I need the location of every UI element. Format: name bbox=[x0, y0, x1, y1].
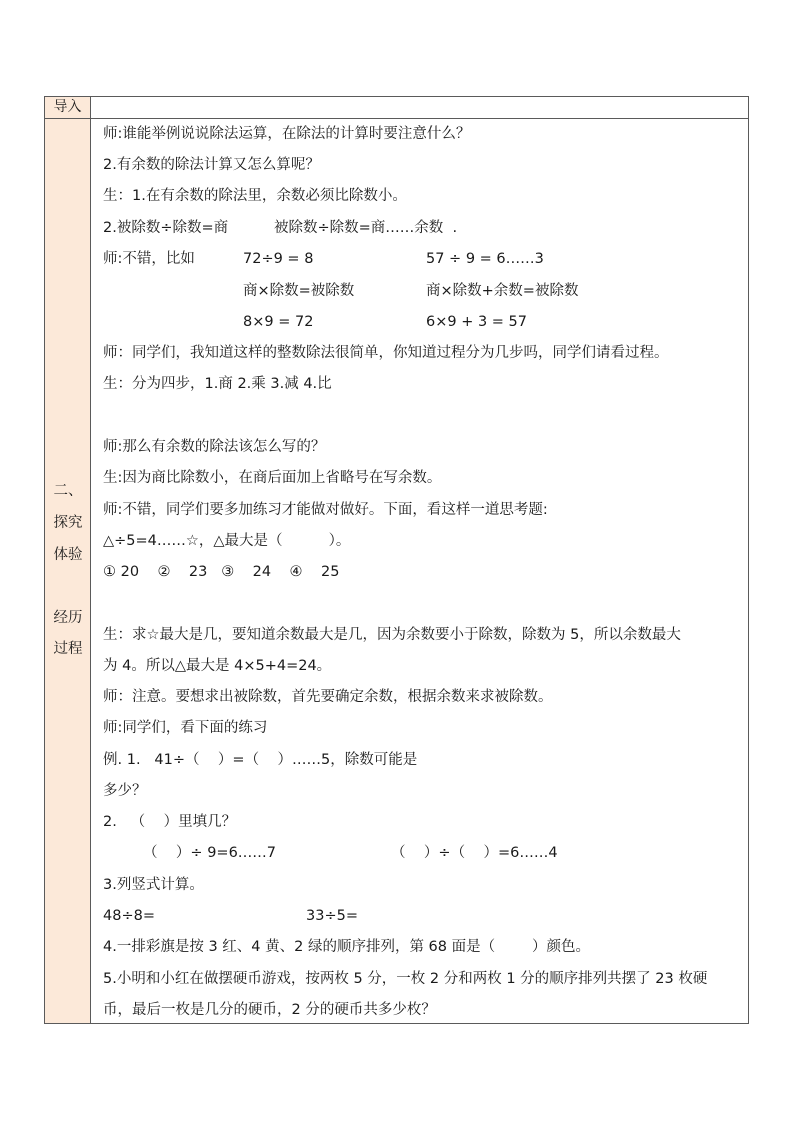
equation: 57 ÷ 9 = 6……3 bbox=[426, 251, 544, 267]
exercise-line: 5.小明和小红在做摆硬币游戏，按两枚 5 分，一枚 2 分和两枚 1 分的顺序排列共摆了 23 枚硬 bbox=[103, 971, 708, 987]
equation: 商×除数+余数=被除数 bbox=[426, 283, 579, 299]
section-label-experience: 体验 bbox=[53, 547, 83, 563]
text-line: 2.被除数÷除数=商 bbox=[103, 220, 229, 236]
lesson-table bbox=[44, 96, 749, 1024]
exercise-calc: 48÷8= bbox=[103, 908, 155, 924]
answer-options: ① 20 ② 23 ③ 24 ④ 25 bbox=[103, 564, 340, 580]
text-line: 生:因为商比除数小，在商后面加上省略号在写余数。 bbox=[103, 470, 442, 486]
exercise-blank: （ ）÷ 9=6……7 bbox=[143, 845, 277, 861]
text-line: 2.有余数的除法计算又怎么算呢？ bbox=[103, 157, 320, 173]
text-line: 被除数÷除数=商……余数 . bbox=[274, 220, 458, 236]
text-line: 师:不错，同学们要多加练习才能做对做好。下面，看这样一道思考题: bbox=[103, 502, 548, 518]
section-label-explore: 探究 bbox=[53, 515, 83, 531]
text-line: 师:不错，比如 bbox=[103, 251, 195, 267]
exercise-blank: （ ）÷（ ）=6……4 bbox=[391, 845, 558, 861]
equation: 6×9 + 3 = 57 bbox=[426, 314, 528, 330]
exercise-line: 多少？ bbox=[103, 783, 147, 799]
exercise-calc: 33÷5= bbox=[306, 908, 358, 924]
text-line: 为 4。所以△最大是 4×5+4=24。 bbox=[103, 658, 332, 674]
equation: 商×除数=被除数 bbox=[243, 283, 355, 299]
text-line: 生：1.在有余数的除法里，余数必须比除数小。 bbox=[103, 188, 407, 204]
section-label-process: 过程 bbox=[53, 641, 83, 657]
text-line: 生：求☆最大是几，要知道余数最大是几，因为余数要小于除数，除数为 5，所以余数最大 bbox=[103, 627, 681, 643]
text-line: 生：分为四步，1.商 2.乘 3.减 4.比 bbox=[103, 376, 332, 392]
exercise-line: 例. 1. 41÷（ ）=（ ）……5，除数可能是 bbox=[103, 752, 418, 768]
text-line: 师:谁能举例说说除法运算，在除法的计算时要注意什么？ bbox=[103, 126, 471, 142]
header-label: 导入 bbox=[45, 97, 91, 118]
text-line: 师：注意。要想求出被除数，首先要确定余数，根据余数来求被除数。 bbox=[103, 689, 553, 705]
section-label-number: 二、 bbox=[53, 483, 83, 499]
text-line: 师:同学们，看下面的练习 bbox=[103, 720, 268, 736]
equation: 72÷9 = 8 bbox=[243, 251, 314, 267]
exercise-line: 3.列竖式计算。 bbox=[103, 877, 204, 893]
text-line: 师：同学们，我知道这样的整数除法很简单，你知道过程分为几步吗，同学们请看过程。 bbox=[103, 345, 669, 361]
exercise-line: 币，最后一枚是几分的硬币，2 分的硬币共多少枚？ bbox=[103, 1002, 436, 1018]
question-line: △÷5=4……☆，△最大是（ ）。 bbox=[103, 533, 351, 549]
equation: 8×9 = 72 bbox=[243, 314, 314, 330]
exercise-line: 4.一排彩旗是按 3 红、4 黄、2 绿的顺序排列，第 68 面是（ ）颜色。 bbox=[103, 939, 590, 955]
text-line: 师:那么有余数的除法该怎么写的？ bbox=[103, 439, 326, 455]
section-label-undergo: 经历 bbox=[53, 610, 83, 626]
lesson-content bbox=[91, 97, 748, 1023]
exercise-line: 2. （ ）里填几？ bbox=[103, 814, 237, 830]
